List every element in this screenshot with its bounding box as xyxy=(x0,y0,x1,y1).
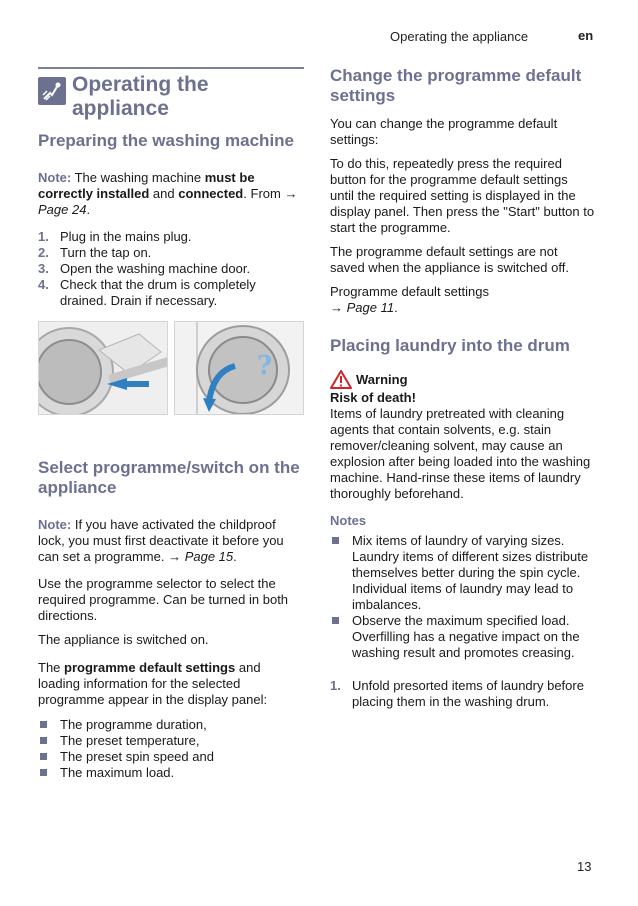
heading-change-defaults: Change the programme default settings xyxy=(330,66,582,105)
heading-placing-laundry: Placing laundry into the drum xyxy=(330,336,570,355)
note-label: Note: xyxy=(38,170,72,185)
drum-check-illustration xyxy=(174,321,304,415)
svg-text:?: ? xyxy=(257,351,273,381)
paragraph-default-settings: The programme default settings and loading information for the selected programme appear in the display panel: xyxy=(38,660,268,707)
paragraph-change-how: To do this, repeatedly press the required button for the programme default settings until the required setting is displayed in the display panel. Then press the "Start" button to start the programme. xyxy=(330,156,595,235)
heading-select-programme: Select programme/switch on the appliance xyxy=(38,458,300,497)
left-column xyxy=(38,67,304,781)
placing-steps xyxy=(330,678,595,710)
running-header-title: Operating the appliance xyxy=(390,29,529,44)
heading-preparing: Preparing the washing machine xyxy=(38,131,295,150)
section-title: Operating the appliance xyxy=(72,73,209,120)
notes-list xyxy=(330,533,595,661)
list-item: The programme duration, xyxy=(38,717,304,733)
warning-header xyxy=(330,370,595,389)
list-item: 3. Open the washing machine door. xyxy=(38,261,251,276)
note-childproof: Note: If you have activated the childproof lock, you must first deactivate it before you can set a programme. → Page 15. xyxy=(38,517,284,564)
preparation-steps xyxy=(38,229,304,309)
list-item: The maximum load. xyxy=(38,765,304,781)
note-installation: Note: The washing machine must be correctly installed and connected. From → Page 24. xyxy=(38,170,298,217)
list-item: 4. Check that the drum is completely drained. Drain if necessary. xyxy=(38,277,256,308)
list-item: The preset temperature, xyxy=(38,733,304,749)
paragraph-switched-on: The appliance is switched on. xyxy=(38,632,209,647)
door-opening-illustration xyxy=(38,321,168,415)
page-reference-link[interactable]: → Page 15 xyxy=(168,549,234,564)
language-code: en xyxy=(578,28,594,43)
section-rule xyxy=(38,67,304,69)
illustrations xyxy=(38,321,304,413)
list-item: Mix items of laundry of varying sizes. Laundry items of different sizes distribute themselves better during the spin cycle. Individual items of laundry may lead to imbalances. xyxy=(330,533,595,613)
paragraph-change-intro: You can change the programme default settings: xyxy=(330,116,558,147)
warning-text: Items of laundry pretreated with cleaning agents that contain solvents, e.g. stain remover/cleaning solvent, may cause an explosion after being loaded into the washing machine. Hand-rinse these items of laundry thoroughly beforehand. xyxy=(330,406,591,501)
notes-label: Notes xyxy=(330,513,367,528)
page-reference-link[interactable]: → Page 24 xyxy=(38,186,298,217)
hand-operating-icon xyxy=(38,77,66,105)
warning-label: Warning xyxy=(356,372,408,387)
display-info-list xyxy=(38,717,304,781)
list-item: The preset spin speed and xyxy=(38,749,304,765)
page-reference-link[interactable]: → Page 11 xyxy=(330,300,395,315)
paragraph-not-saved: The programme default settings are not saved when the appliance is switched off. xyxy=(330,244,569,275)
section-header xyxy=(38,73,304,121)
risk-of-death: Risk of death! xyxy=(330,390,416,405)
list-item: 2. Turn the tap on. xyxy=(38,245,152,260)
list-item: 1. Unfold presorted items of laundry before placing them in the washing drum. xyxy=(330,678,584,709)
warning-triangle-icon xyxy=(330,370,352,389)
right-column xyxy=(330,66,595,710)
note-label: Note: xyxy=(38,517,72,532)
paragraph-selector: Use the programme selector to select the required programme. Can be turned in both directions. xyxy=(38,576,289,623)
paragraph-defaults-ref: Programme default settings → Page 11. xyxy=(330,284,489,315)
list-item: 1. Plug in the mains plug. xyxy=(38,229,192,244)
page-number: 13 xyxy=(577,859,592,874)
list-item: Observe the maximum specified load. Overfilling has a negative impact on the washing result and promotes creasing. xyxy=(330,613,595,661)
